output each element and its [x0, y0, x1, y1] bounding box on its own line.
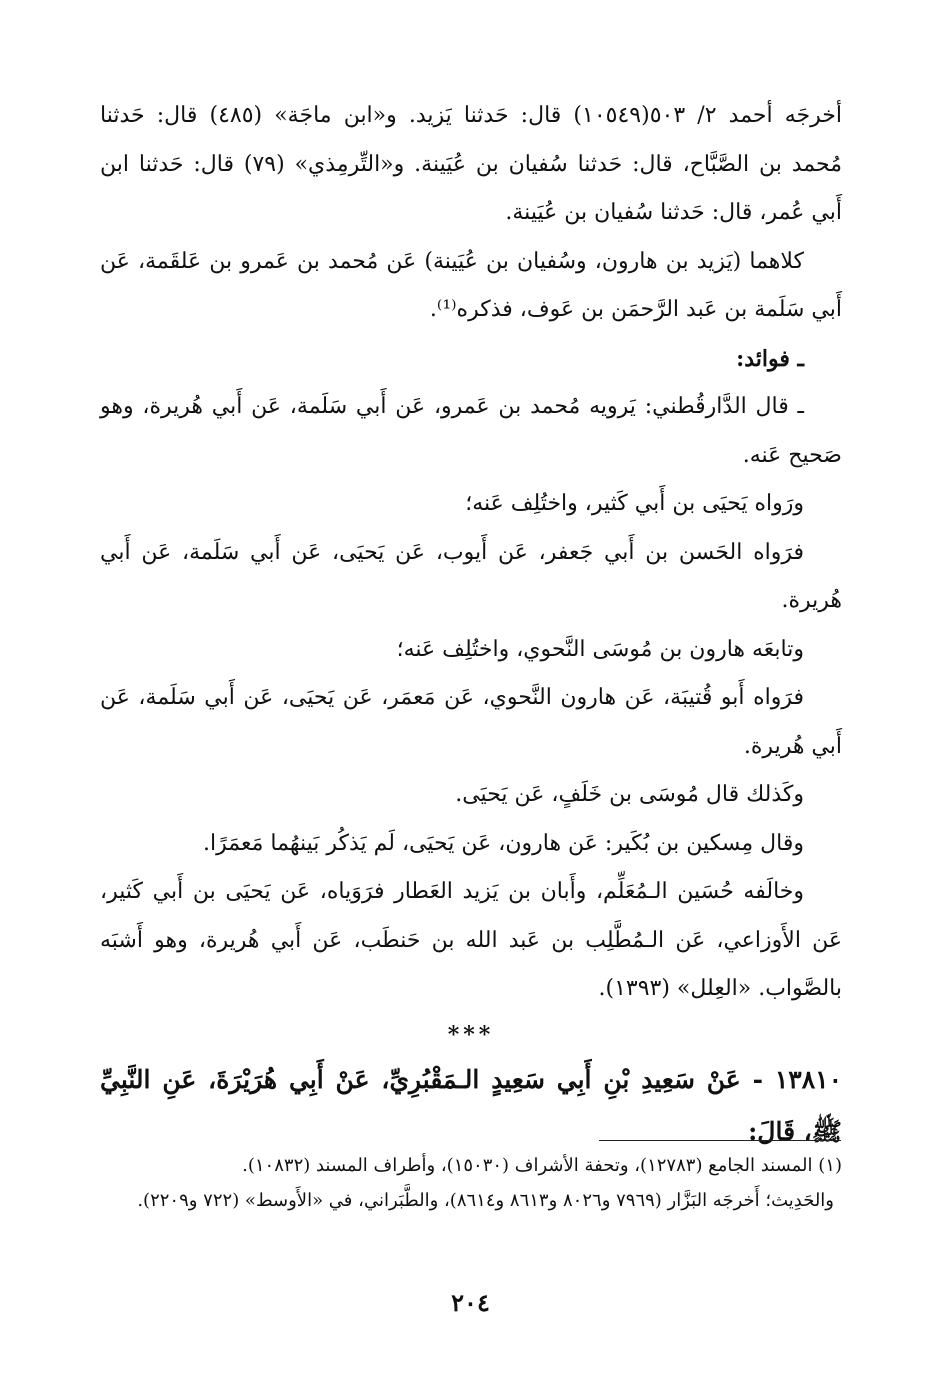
page-number: ٢٠٤ — [451, 1288, 490, 1317]
paragraph-husayn: وخالَفه حُسَين الـمُعَلِّم، وأَبان بن يَزيد العَطار فرَوَياه، عَن يَحيَى بن أَبي كَثير، عَن الأَوزاعي، عَن الـمُطَّلِب بن عَبد الله بن حَنطَب، عَن أَبي هُريرة، وهو أَشبَه بالصَّواب. «العِلل» (١٣٩٣). — [100, 879, 842, 1001]
paragraph-chain: كلاهما (يَزيد بن هارون، وسُفيان بن عُيَينة) عَن مُحمد بن عَمرو بن عَلقَمة، عَن أَبي سَلَمة بن عَبد الرَّحمَن بن عَوف، فذكره⁽¹⁾. — [100, 248, 842, 322]
footnote-2: والحَدِيث؛ أَخرجَه البَزَّار (٧٩٦٩ و٨٠٢٦ و٨٦١٣ و٨٦١٤)، والطَّبَراني، في «الأَوسط» (٧٢٢ و٢٢٠٩). — [137, 1190, 834, 1211]
footnotes — [100, 1148, 842, 1218]
paragraph-daraqutni: ـ قال الدَّارقُطني: يَرويه مُحمد بن عَمرو، عَن أَبي سَلَمة، عَن أَبي هُريرة، وهو صَحيح عَنه. — [100, 394, 842, 468]
paragraph-musa: وكَذلك قال مُوسَى بن خَلَفٍ، عَن يَحيَى. — [455, 782, 804, 807]
main-text — [100, 92, 842, 1014]
paragraph-hasan: فرَواه الحَسن بن أَبي جَعفر، عَن أَيوب، عَن يَحيَى، عَن أَبي سَلَمة، عَن أَبي هُريرة. — [100, 539, 842, 613]
page-body — [100, 92, 842, 1158]
footnote-1: (١) المسند الجامع (١٢٧٨٣)، وتحفة الأشراف (١٥٠٣٠)، وأطراف المسند (١٠٨٣٢). — [242, 1155, 842, 1176]
paragraph-abu-qutayba: فرَواه أَبو قُتيبَة، عَن هارون النَّحوي، عَن مَعمَر، عَن يَحيَى، عَن أَبي سَلَمة، عَن أَبي هُريرة. — [100, 685, 842, 759]
paragraph-miskin: وقال مِسكين بن بُكَير: عَن هارون، عَن يَحيَى، لَم يَذكُر بَينهُما مَعمَرًا. — [203, 830, 804, 856]
section-heading-fawaid: ـ فوائد: — [736, 345, 804, 372]
footnote-divider — [599, 1140, 841, 1141]
paragraph-yahya: ورَواه يَحيَى بن أَبي كَثير، واختُلِف عَنه؛ — [465, 491, 804, 516]
paragraph-harun: وتابعَه هارون بن مُوسَى النَّحوي، واختُلِف عَنه؛ — [396, 636, 804, 662]
hadith-heading: ١٣٨١٠ - عَنْ سَعِيدِ بْنِ أَبِي سَعِيدٍ الـمَقْبُرِيِّ، عَنْ أَبِي هُرَيْرَةَ، عَنِ النَّبِيِّ ﷺ، قَالَ: — [100, 1064, 842, 1146]
paragraph-takhrij: أخرجَه أحمد ٢/ ٥٠٣(١٠٥٤٩) قال: حَدثنا يَزيد. و«ابن ماجَة» (٤٨٥) قال: حَدثنا مُحمد بن الصَّبَّاح، قال: حَدثنا سُفيان بن عُيَينة. و«التِّرمِذي» (٧٩) قال: حَدثنا ابن أَبي عُمر، قال: حَدثنا سُفيان بن عُيَينة. — [100, 103, 843, 225]
section-separator: *** — [447, 1021, 495, 1048]
